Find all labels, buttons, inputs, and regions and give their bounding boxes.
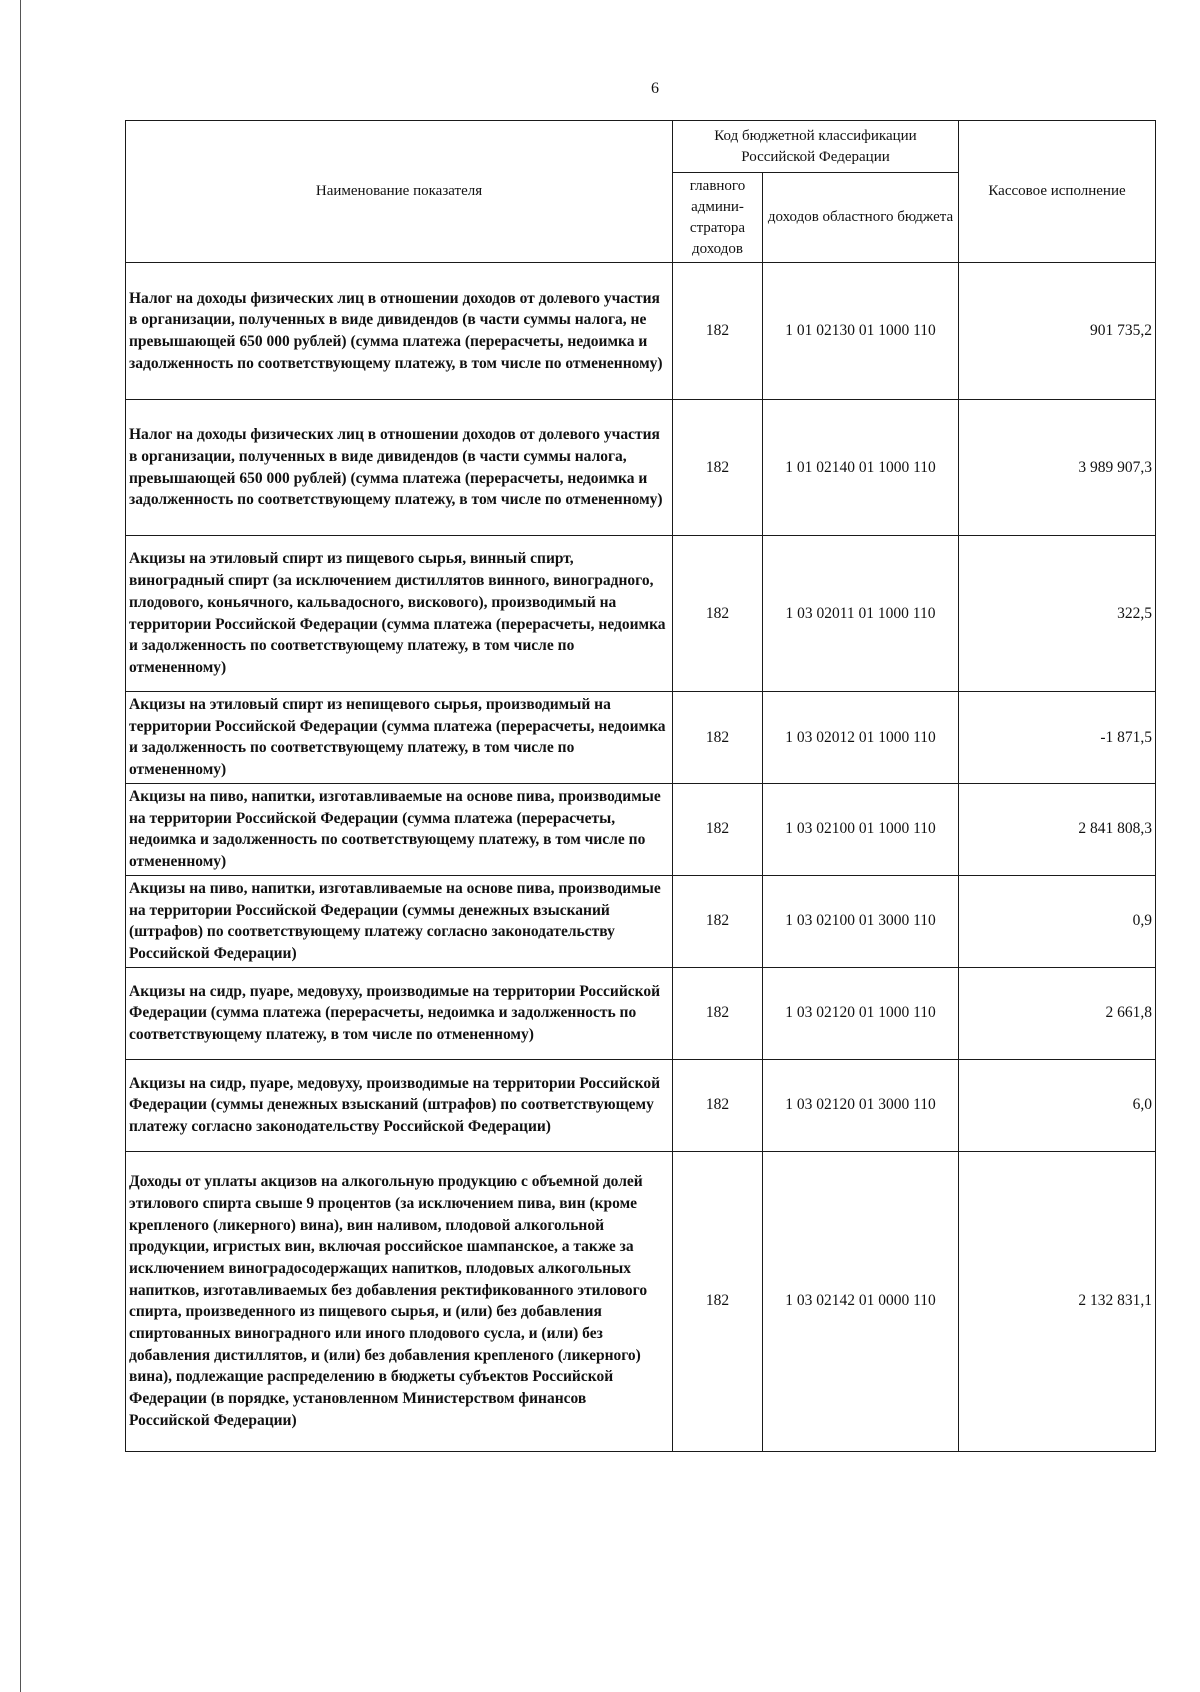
budget-code-cell: 1 03 02100 01 1000 110 (763, 783, 959, 875)
budget-code-cell: 1 03 02011 01 1000 110 (763, 536, 959, 692)
administrator-code-cell: 182 (673, 400, 763, 536)
budget-code-cell: 1 03 02142 01 0000 110 (763, 1151, 959, 1451)
budget-code-cell: 1 01 02140 01 1000 110 (763, 400, 959, 536)
table-row (126, 692, 1156, 784)
cash-execution-cell: -1 871,5 (959, 692, 1156, 784)
indicator-name-cell: Акцизы на пиво, напитки, изготавливаемые на основе пива, производимые на территории Российской Федерации (сумма платежа (перерасчеты, недоимка и задолженность по соответствующему платежу, в том числе по отмененному) (126, 783, 673, 875)
administrator-code-cell: 182 (673, 1059, 763, 1151)
table-body (126, 263, 1156, 1452)
cash-execution-cell: 2 661,8 (959, 967, 1156, 1059)
indicator-name-cell: Доходы от уплаты акцизов на алкогольную продукцию с объемной долей этилового спирта свыше 9 процентов (за исключением пива, вин (кроме крепленого (ликерного) вина), вин наливом, плодовой алкогольной продукции, игристых вин, включая российское шампанское, а также за исключением виноградосодержащих напитков, плодовых алкогольных напитков, изготавливаемых без добавления ректификованного этилового спирта, произведенного из пищевого сырья, и (или) без добавления спиртованных виноградного или иного плодового сусла, и (или) без добавления дистиллятов, и (или) без добавления крепленого (ликерного) вина), подлежащие распределению в бюджеты субъектов Российской Федерации (в порядке, установленном Министерством финансов Российской Федерации) (126, 1151, 673, 1451)
header-main-administrator: главного админи-стратора доходов (673, 173, 763, 263)
budget-code-cell: 1 03 02120 01 3000 110 (763, 1059, 959, 1151)
table-row (126, 263, 1156, 400)
indicator-name-cell: Акцизы на пиво, напитки, изготавливаемые на основе пива, производимые на территории Российской Федерации (суммы денежных взысканий (штрафов) по соответствующему платежу согласно законодательству Российской Федерации) (126, 875, 673, 967)
administrator-code-cell: 182 (673, 692, 763, 784)
table-row (126, 967, 1156, 1059)
cash-execution-cell: 3 989 907,3 (959, 400, 1156, 536)
budget-code-cell: 1 03 02012 01 1000 110 (763, 692, 959, 784)
cash-execution-cell: 901 735,2 (959, 263, 1156, 400)
budget-code-cell: 1 03 02120 01 1000 110 (763, 967, 959, 1059)
administrator-code-cell: 182 (673, 783, 763, 875)
indicator-name-cell: Акцизы на этиловый спирт из пищевого сырья, винный спирт, виноградный спирт (за исключением дистиллятов винного, виноградного, плодового, коньячного, кальвадосного, вискового), производимый на территории Российской Федерации (сумма платежа (перерасчеты, недоимка и задолженность по соответствующему платежу, в том числе по отмененному) (126, 536, 673, 692)
indicator-name-cell: Акцизы на сидр, пуаре, медовуху, производимые на территории Российской Федерации (суммы денежных взысканий (штрафов) по соответствующему платежу согласно законодательству Российской Федерации) (126, 1059, 673, 1151)
header-cash-execution: Кассовое исполнение (959, 121, 1156, 263)
budget-code-cell: 1 01 02130 01 1000 110 (763, 263, 959, 400)
administrator-code-cell: 182 (673, 1151, 763, 1451)
cash-execution-cell: 2 841 808,3 (959, 783, 1156, 875)
table-row (126, 536, 1156, 692)
table-row (126, 1151, 1156, 1451)
budget-execution-table (125, 120, 1156, 1452)
cash-execution-cell: 6,0 (959, 1059, 1156, 1151)
indicator-name-cell: Акцизы на сидр, пуаре, медовуху, производимые на территории Российской Федерации (сумма платежа (перерасчеты, недоимка и задолженность по соответствующему платежу, в том числе по отмененному) (126, 967, 673, 1059)
administrator-code-cell: 182 (673, 875, 763, 967)
scan-edge-line (20, 0, 21, 1692)
indicator-name-cell: Налог на доходы физических лиц в отношении доходов от долевого участия в организации, полученных в виде дивидендов (в части суммы налога, не превышающей 650 000 рублей) (сумма платежа (перерасчеты, недоимка и задолженность по соответствующему платежу, в том числе по отмененному) (126, 263, 673, 400)
cash-execution-cell: 322,5 (959, 536, 1156, 692)
administrator-code-cell: 182 (673, 967, 763, 1059)
header-regional-budget-income: доходов областного бюджета (763, 173, 959, 263)
table-row (126, 1059, 1156, 1151)
table-row (126, 400, 1156, 536)
table-row (126, 783, 1156, 875)
indicator-name-cell: Налог на доходы физических лиц в отношении доходов от долевого участия в организации, полученных в виде дивидендов (в части суммы налога, превышающей 650 000 рублей) (сумма платежа (перерасчеты, недоимка и задолженность по соответствующему платежу, в том числе по отмененному) (126, 400, 673, 536)
page-number: 6 (651, 80, 659, 97)
cash-execution-cell: 0,9 (959, 875, 1156, 967)
header-budget-code-group: Код бюджетной классификации Российской Федерации (673, 121, 959, 173)
table-row (126, 875, 1156, 967)
administrator-code-cell: 182 (673, 536, 763, 692)
header-indicator-name: Наименование показателя (126, 121, 673, 263)
budget-code-cell: 1 03 02100 01 3000 110 (763, 875, 959, 967)
administrator-code-cell: 182 (673, 263, 763, 400)
indicator-name-cell: Акцизы на этиловый спирт из непищевого сырья, производимый на территории Российской Федерации (сумма платежа (перерасчеты, недоимка и задолженность по соответствующему платежу, в том числе по отмененному) (126, 692, 673, 784)
cash-execution-cell: 2 132 831,1 (959, 1151, 1156, 1451)
